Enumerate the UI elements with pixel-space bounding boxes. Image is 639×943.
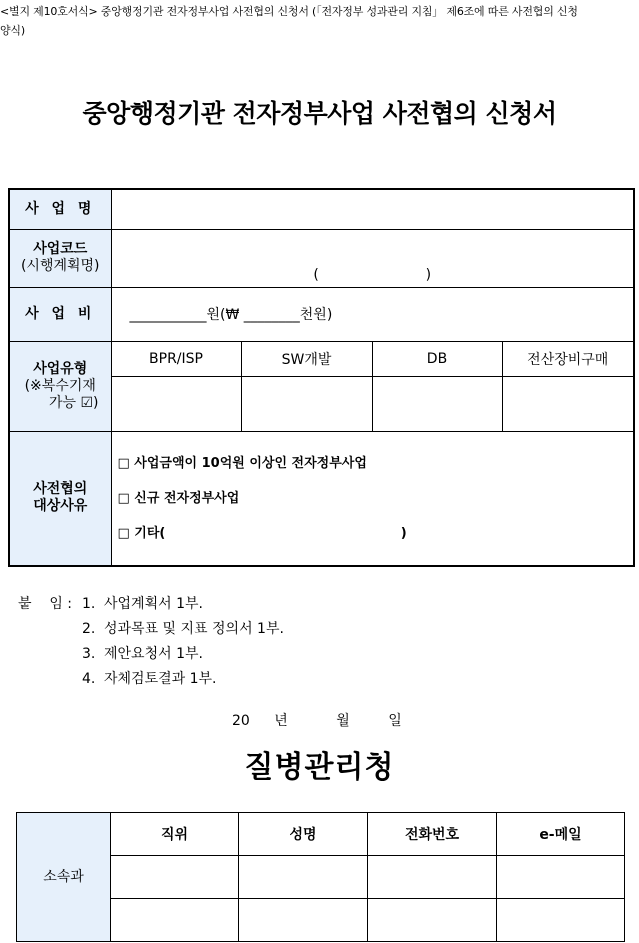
project-type-label-line3: 가능 ☑) [48, 394, 99, 411]
contact-cell-email[interactable] [497, 899, 625, 942]
contact-cell-email[interactable] [497, 856, 625, 899]
application-form-table [8, 188, 635, 567]
type-cell-sw[interactable] [241, 376, 372, 431]
project-type-label [9, 341, 111, 431]
attachments-list [18, 592, 284, 692]
attachment-item: 사업계획서 1부. [104, 596, 203, 612]
contact-cell-name[interactable] [239, 856, 368, 899]
attachment-item: 제안요청서 1부. [104, 646, 203, 662]
date-day-unit: 일 [388, 713, 402, 729]
document-title: 중앙행정기관 전자정부사업 사전협의 신청서 [82, 99, 557, 128]
date-year-unit: 년 [274, 713, 288, 729]
header-position: 직위 [111, 813, 239, 856]
type-header-equipment: 전산장비구매 [502, 341, 634, 376]
date-year: 20 [232, 713, 250, 729]
project-type-label-line1: 사업유형 [33, 360, 88, 377]
contact-cell-phone[interactable] [368, 899, 497, 942]
form-number-note: <별지 제10호서식> 중앙행정기관 전자정부사업 사전협의 신청서 (「전자정부 성과관리 지침」 제6조에 따른 사전협의 신청 양식) [0, 5, 578, 37]
reason-checkbox-new[interactable]: □ 신규 전자정부사업 [117, 490, 240, 506]
reason-label-line1: 사전협의 [33, 481, 88, 498]
agency-name: 질병관리청 [244, 750, 395, 785]
type-header-db: DB [372, 341, 502, 376]
type-cell-db[interactable] [372, 376, 502, 431]
project-code-label-line2: (시행계획명) [20, 258, 100, 274]
type-cell-bpr-isp[interactable] [111, 376, 241, 431]
header-email: e-메일 [497, 813, 625, 856]
budget-text: ___________원(₩ ________천원) [129, 307, 333, 323]
type-header-sw: SW개발 [241, 341, 372, 376]
project-code-label-line1: 사업코드 [33, 241, 88, 257]
attachment-num: 1. [82, 596, 96, 612]
type-header-bpr-isp: BPR/ISP [111, 341, 241, 376]
contact-table [16, 812, 625, 942]
attachment-num: 3. [82, 646, 96, 662]
budget-field[interactable] [111, 287, 634, 341]
attachment-num: 2. [82, 621, 96, 637]
attachment-item: 자체검토결과 1부. [104, 671, 217, 687]
attachments-head: 붙 임 : [18, 596, 73, 612]
project-name-field[interactable] [111, 189, 634, 229]
header-phone: 전화번호 [368, 813, 497, 856]
contact-cell-position[interactable] [111, 856, 239, 899]
department-label: 소속과 [17, 813, 111, 942]
contact-cell-position[interactable] [111, 899, 239, 942]
header-name: 성명 [239, 813, 368, 856]
date-line [232, 710, 402, 730]
project-code-paren: ( ) [313, 266, 432, 283]
project-code-field[interactable] [111, 229, 634, 287]
reason-field [111, 431, 634, 566]
contact-cell-name[interactable] [239, 899, 368, 942]
project-type-label-line2: (※복수기재 [24, 377, 96, 394]
contact-cell-phone[interactable] [368, 856, 497, 899]
reason-checkbox-other[interactable]: □ 기타( ) [117, 525, 407, 541]
project-name-label: 사 업 명 [9, 189, 111, 229]
reason-checkbox-amount[interactable]: □ 사업금액이 10억원 이상인 전자정부사업 [117, 455, 367, 471]
type-cell-equipment[interactable] [502, 376, 634, 431]
attachment-item: 성과목표 및 지표 정의서 1부. [104, 621, 284, 637]
reason-label [9, 431, 111, 566]
attachment-num: 4. [82, 671, 96, 687]
project-code-label [9, 229, 111, 287]
date-month-unit: 월 [336, 713, 350, 729]
reason-label-line2: 대상사유 [33, 498, 88, 515]
budget-label: 사 업 비 [9, 287, 111, 341]
